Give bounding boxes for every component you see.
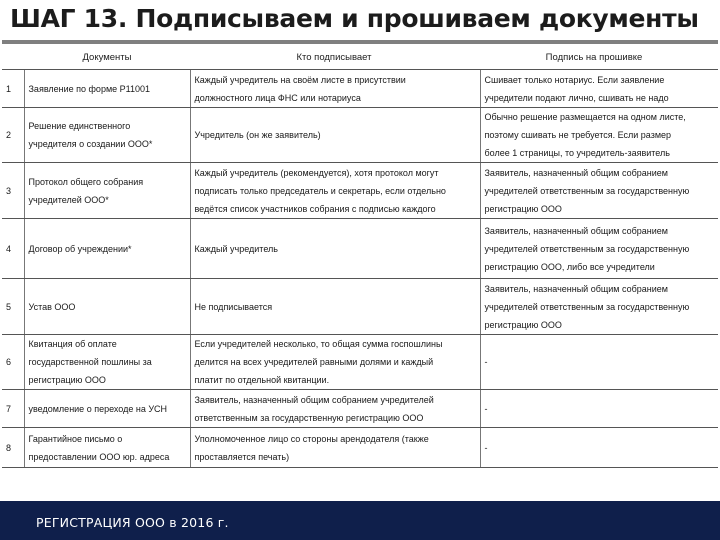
cell-line: ведётся список участников собрания с подписью каждого [194,203,436,214]
table-row [2,108,718,163]
row-number: 2 [2,108,24,163]
cell-line: Гарантийное письмо о [28,433,123,444]
cell-line: Уполномоченное лицо со стороны арендодателя (также [194,433,429,444]
cell-line: - [484,442,488,453]
cell-line: Учредитель (он же заявитель) [194,130,321,140]
cell-line: Не подписывается [194,301,273,312]
binding-cell [480,279,718,335]
header-binding-signature: Подпись на прошивке [545,52,643,63]
cell-line: Договор об учреждении* [28,243,132,254]
row-number: 5 [2,279,24,335]
cell-line: учредителей ответственным за государственную [484,243,690,254]
cell-line: ответственным за государственную регистрацию ООО [194,412,424,423]
table-row [2,390,718,428]
cell-line: Каждый учредитель на своём листе в присутствии [194,74,406,85]
signer-cell [190,108,480,163]
cell-line: Решение единственного [28,121,131,131]
document-name [24,335,190,390]
row-number: 8 [2,428,24,468]
cell-line: проставляется печать) [194,451,290,462]
signer-cell [190,335,480,390]
cell-line: Заявитель, назначенный общим собранием учредителей [194,394,434,405]
cell-line: - [484,357,488,367]
cell-line: Обычно решение размещается на одном листе, [484,112,686,122]
cell-line: Заявитель, назначенный общим собранием [484,283,668,294]
cell-line: Сшивает только нотариус. Если заявление [484,74,665,85]
title-divider [2,40,718,44]
page-title: ШАГ 13. Подписываем и прошиваем документы [10,4,699,33]
document-name [24,428,190,468]
table-row [2,70,718,108]
signer-cell [190,163,480,219]
cell-line: Заявление по форме Р11001 [28,83,150,94]
document-name [24,390,190,428]
row-number: 6 [2,335,24,390]
row-number: 1 [2,70,24,108]
table-row [2,219,718,279]
cell-line: Протокол общего собрания [28,176,144,187]
cell-line: учредителя о создании ООО* [28,139,153,149]
table-row [2,335,718,390]
cell-line: Каждый учредитель [194,243,278,254]
binding-cell [480,219,718,279]
row-number: 7 [2,390,24,428]
cell-line: Если учредителей несколько, то общая сумма госпошлины [194,339,443,349]
document-name [24,163,190,219]
footer-title: РЕГИСТРАЦИЯ ООО в 2016 г. [36,515,229,530]
header-documents: Документы [82,52,132,63]
cell-line: более 1 страницы, то учредитель-заявитель [484,148,670,158]
row-number: 3 [2,163,24,219]
table-row [2,428,718,468]
table-row [2,279,718,335]
cell-line: Квитанция об оплате [28,339,117,349]
cell-line: Каждый учредитель (рекомендуется), хотя протокол могут [194,167,439,178]
binding-cell [480,335,718,390]
binding-cell [480,390,718,428]
cell-line: Заявитель, назначенный общим собранием [484,225,668,236]
binding-cell [480,428,718,468]
cell-line: регистрацию ООО, либо все учредители [484,261,655,272]
cell-line: регистрацию ООО [484,319,562,330]
footer-bar [0,501,720,540]
cell-line: регистрацию ООО [484,203,562,214]
table-row [2,163,718,219]
cell-line: учредителей ответственным за государственную [484,301,690,312]
signer-cell [190,279,480,335]
document-name [24,219,190,279]
cell-line: подписать только председатель и секретарь, если отдельно [194,185,446,196]
documents-table [2,69,718,468]
signer-cell [190,219,480,279]
row-number: 4 [2,219,24,279]
document-name [24,279,190,335]
cell-line: - [484,403,488,414]
binding-cell [480,108,718,163]
cell-line: учредители подают лично, сшивать не надо [484,92,669,103]
cell-line: платит по отдельной квитанции. [194,375,330,385]
signer-cell [190,70,480,108]
binding-cell [480,70,718,108]
cell-line: делится на всех учредителей равными долями и каждый [194,357,434,367]
document-name [24,108,190,163]
signer-cell [190,390,480,428]
cell-line: уведомление о переходе на УСН [28,403,168,414]
cell-line: Заявитель, назначенный общим собранием [484,167,668,178]
document-name [24,70,190,108]
header-who-signs: Кто подписывает [296,52,372,63]
table-header [0,52,720,68]
cell-line: регистрацию ООО [28,375,106,385]
binding-cell [480,163,718,219]
cell-line: Устав ООО [28,301,76,312]
cell-line: предоставлении ООО юр. адреса [28,451,170,462]
cell-line: учредителей ООО* [28,194,109,205]
signer-cell [190,428,480,468]
cell-line: должностного лица ФНС или нотариуса [194,92,361,103]
cell-line: поэтому сшивать не требуется. Если размер [484,130,672,140]
cell-line: учредителей ответственным за государственную [484,185,690,196]
cell-line: государственной пошлины за [28,357,152,367]
